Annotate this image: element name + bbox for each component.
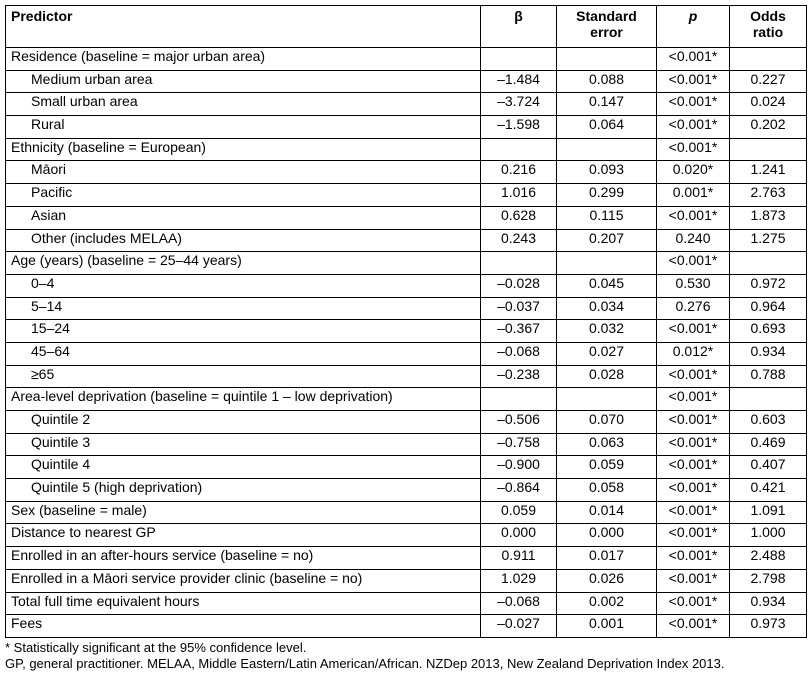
cell-predictor: Enrolled in a Māori service provider clinic (baseline = no) [6, 569, 481, 592]
cell-p-value: <0.001* [657, 70, 730, 93]
cell-beta: 0.628 [481, 206, 557, 229]
cell-odds-ratio: 0.603 [730, 411, 807, 434]
cell-predictor: Area-level deprivation (baseline = quintile 1 – low deprivation) [6, 388, 481, 411]
table-row [6, 48, 807, 71]
cell-standard-error: 0.028 [557, 365, 657, 388]
cell-odds-ratio: 0.788 [730, 365, 807, 388]
cell-predictor: Rural [6, 116, 481, 139]
cell-predictor: Small urban area [6, 93, 481, 116]
table-row [6, 524, 807, 547]
header-row [6, 6, 807, 48]
table-row [6, 411, 807, 434]
cell-standard-error: 0.070 [557, 411, 657, 434]
cell-beta: 1.029 [481, 569, 557, 592]
cell-standard-error: 0.088 [557, 70, 657, 93]
cell-predictor: 45–64 [6, 342, 481, 365]
cell-standard-error: 0.207 [557, 229, 657, 252]
header-or-line1: Odds [750, 8, 786, 24]
cell-predictor: Other (includes MELAA) [6, 229, 481, 252]
table-row [6, 342, 807, 365]
cell-p-value: <0.001* [657, 569, 730, 592]
cell-standard-error: 0.147 [557, 93, 657, 116]
cell-predictor: Quintile 3 [6, 433, 481, 456]
cell-beta: –0.068 [481, 342, 557, 365]
cell-odds-ratio: 0.934 [730, 592, 807, 615]
cell-standard-error [557, 388, 657, 411]
cell-p-value: <0.001* [657, 524, 730, 547]
cell-standard-error: 0.002 [557, 592, 657, 615]
cell-beta: –0.900 [481, 456, 557, 479]
cell-standard-error: 0.001 [557, 615, 657, 638]
cell-beta [481, 138, 557, 161]
cell-p-value: <0.001* [657, 411, 730, 434]
cell-p-value: <0.001* [657, 501, 730, 524]
cell-p-value: <0.001* [657, 592, 730, 615]
cell-predictor: Asian [6, 206, 481, 229]
cell-beta: –3.724 [481, 93, 557, 116]
cell-standard-error: 0.093 [557, 161, 657, 184]
cell-beta [481, 252, 557, 275]
cell-p-value: <0.001* [657, 93, 730, 116]
cell-predictor: Enrolled in an after-hours service (baseline = no) [6, 547, 481, 570]
cell-p-value: <0.001* [657, 116, 730, 139]
cell-beta: 1.016 [481, 184, 557, 207]
footnote-abbreviations: GP, general practitioner. MELAA, Middle Eastern/Latin American/African. NZDep 2013, New Zealand Deprivation Index 2013. [5, 656, 725, 671]
cell-beta: 0.911 [481, 547, 557, 570]
cell-predictor: Medium urban area [6, 70, 481, 93]
cell-beta: 0.000 [481, 524, 557, 547]
cell-p-value: 0.530 [657, 274, 730, 297]
table-row [6, 229, 807, 252]
header-or-line2: ratio [752, 24, 784, 40]
cell-standard-error: 0.027 [557, 342, 657, 365]
cell-odds-ratio: 2.763 [730, 184, 807, 207]
cell-standard-error: 0.115 [557, 206, 657, 229]
cell-p-value: <0.001* [657, 388, 730, 411]
cell-beta: –0.367 [481, 320, 557, 343]
cell-beta: –0.864 [481, 479, 557, 502]
cell-p-value: 0.020* [657, 161, 730, 184]
cell-odds-ratio: 1.275 [730, 229, 807, 252]
cell-odds-ratio: 0.972 [730, 274, 807, 297]
cell-standard-error: 0.000 [557, 524, 657, 547]
cell-odds-ratio: 1.873 [730, 206, 807, 229]
cell-predictor: ≥65 [6, 365, 481, 388]
table-row [6, 206, 807, 229]
cell-p-value: 0.012* [657, 342, 730, 365]
header-odds-ratio [730, 6, 807, 48]
cell-predictor: Total full time equivalent hours [6, 592, 481, 615]
table-row [6, 388, 807, 411]
table-row [6, 365, 807, 388]
cell-p-value: <0.001* [657, 48, 730, 71]
table-row [6, 252, 807, 275]
cell-standard-error: 0.026 [557, 569, 657, 592]
cell-odds-ratio: 0.227 [730, 70, 807, 93]
cell-standard-error: 0.063 [557, 433, 657, 456]
cell-standard-error: 0.032 [557, 320, 657, 343]
table-row [6, 116, 807, 139]
cell-standard-error: 0.045 [557, 274, 657, 297]
cell-beta: –0.506 [481, 411, 557, 434]
cell-predictor: Quintile 4 [6, 456, 481, 479]
cell-predictor: Quintile 5 (high deprivation) [6, 479, 481, 502]
cell-standard-error: 0.017 [557, 547, 657, 570]
cell-p-value: 0.276 [657, 297, 730, 320]
footnotes [5, 640, 795, 672]
cell-predictor: Quintile 2 [6, 411, 481, 434]
table-row [6, 93, 807, 116]
cell-predictor: 15–24 [6, 320, 481, 343]
cell-odds-ratio: 2.798 [730, 569, 807, 592]
table-row [6, 592, 807, 615]
cell-beta: 0.243 [481, 229, 557, 252]
cell-predictor: Sex (baseline = male) [6, 501, 481, 524]
footnote-significance: * Statistically significant at the 95% confidence level. [5, 640, 307, 655]
cell-p-value: <0.001* [657, 252, 730, 275]
header-se-line1: Standard [576, 8, 637, 24]
cell-odds-ratio: 0.964 [730, 297, 807, 320]
cell-standard-error: 0.058 [557, 479, 657, 502]
cell-p-value: <0.001* [657, 479, 730, 502]
table-row [6, 161, 807, 184]
cell-beta: –0.037 [481, 297, 557, 320]
header-se-line2: error [590, 24, 623, 40]
header-standard-error [557, 6, 657, 48]
cell-predictor: 5–14 [6, 297, 481, 320]
cell-odds-ratio: 1.091 [730, 501, 807, 524]
cell-standard-error: 0.059 [557, 456, 657, 479]
cell-predictor: Māori [6, 161, 481, 184]
cell-beta: –0.758 [481, 433, 557, 456]
cell-odds-ratio: 0.934 [730, 342, 807, 365]
cell-beta: –1.598 [481, 116, 557, 139]
cell-standard-error [557, 48, 657, 71]
cell-odds-ratio: 0.421 [730, 479, 807, 502]
cell-p-value: <0.001* [657, 547, 730, 570]
table-row [6, 615, 807, 638]
table-row [6, 320, 807, 343]
cell-beta: 0.216 [481, 161, 557, 184]
cell-p-value: <0.001* [657, 365, 730, 388]
cell-odds-ratio: 0.973 [730, 615, 807, 638]
cell-odds-ratio: 1.241 [730, 161, 807, 184]
cell-odds-ratio: 0.202 [730, 116, 807, 139]
cell-odds-ratio [730, 252, 807, 275]
header-beta: β [481, 6, 557, 48]
table-row [6, 433, 807, 456]
table-header [6, 6, 807, 48]
cell-predictor: Ethnicity (baseline = European) [6, 138, 481, 161]
table-row [6, 456, 807, 479]
table-row [6, 479, 807, 502]
cell-predictor: Fees [6, 615, 481, 638]
cell-beta: –1.484 [481, 70, 557, 93]
cell-beta: –0.068 [481, 592, 557, 615]
cell-odds-ratio [730, 48, 807, 71]
cell-odds-ratio: 1.000 [730, 524, 807, 547]
cell-predictor: Distance to nearest GP [6, 524, 481, 547]
cell-beta [481, 48, 557, 71]
table-row [6, 184, 807, 207]
cell-p-value: 0.240 [657, 229, 730, 252]
table-row [6, 501, 807, 524]
cell-standard-error [557, 138, 657, 161]
table-row [6, 547, 807, 570]
cell-odds-ratio: 0.693 [730, 320, 807, 343]
table-row [6, 138, 807, 161]
regression-table [5, 5, 807, 638]
table-row [6, 70, 807, 93]
cell-p-value: <0.001* [657, 433, 730, 456]
cell-predictor: Residence (baseline = major urban area) [6, 48, 481, 71]
header-predictor: Predictor [6, 6, 481, 48]
cell-p-value: <0.001* [657, 456, 730, 479]
cell-p-value: <0.001* [657, 206, 730, 229]
cell-beta: –0.028 [481, 274, 557, 297]
cell-standard-error [557, 252, 657, 275]
cell-beta: –0.238 [481, 365, 557, 388]
cell-standard-error: 0.299 [557, 184, 657, 207]
cell-standard-error: 0.064 [557, 116, 657, 139]
cell-predictor: Pacific [6, 184, 481, 207]
cell-p-value: 0.001* [657, 184, 730, 207]
cell-p-value: <0.001* [657, 615, 730, 638]
cell-predictor: Age (years) (baseline = 25–44 years) [6, 252, 481, 275]
table-row [6, 274, 807, 297]
table-row [6, 569, 807, 592]
cell-beta: 0.059 [481, 501, 557, 524]
cell-odds-ratio: 0.024 [730, 93, 807, 116]
cell-odds-ratio: 0.469 [730, 433, 807, 456]
cell-predictor: 0–4 [6, 274, 481, 297]
cell-beta: –0.027 [481, 615, 557, 638]
cell-odds-ratio [730, 388, 807, 411]
cell-odds-ratio: 2.488 [730, 547, 807, 570]
cell-beta [481, 388, 557, 411]
cell-odds-ratio [730, 138, 807, 161]
cell-standard-error: 0.014 [557, 501, 657, 524]
table-body [6, 48, 807, 638]
cell-standard-error: 0.034 [557, 297, 657, 320]
cell-p-value: <0.001* [657, 320, 730, 343]
cell-p-value: <0.001* [657, 138, 730, 161]
header-p-value: p [657, 6, 730, 48]
cell-odds-ratio: 0.407 [730, 456, 807, 479]
table-row [6, 297, 807, 320]
